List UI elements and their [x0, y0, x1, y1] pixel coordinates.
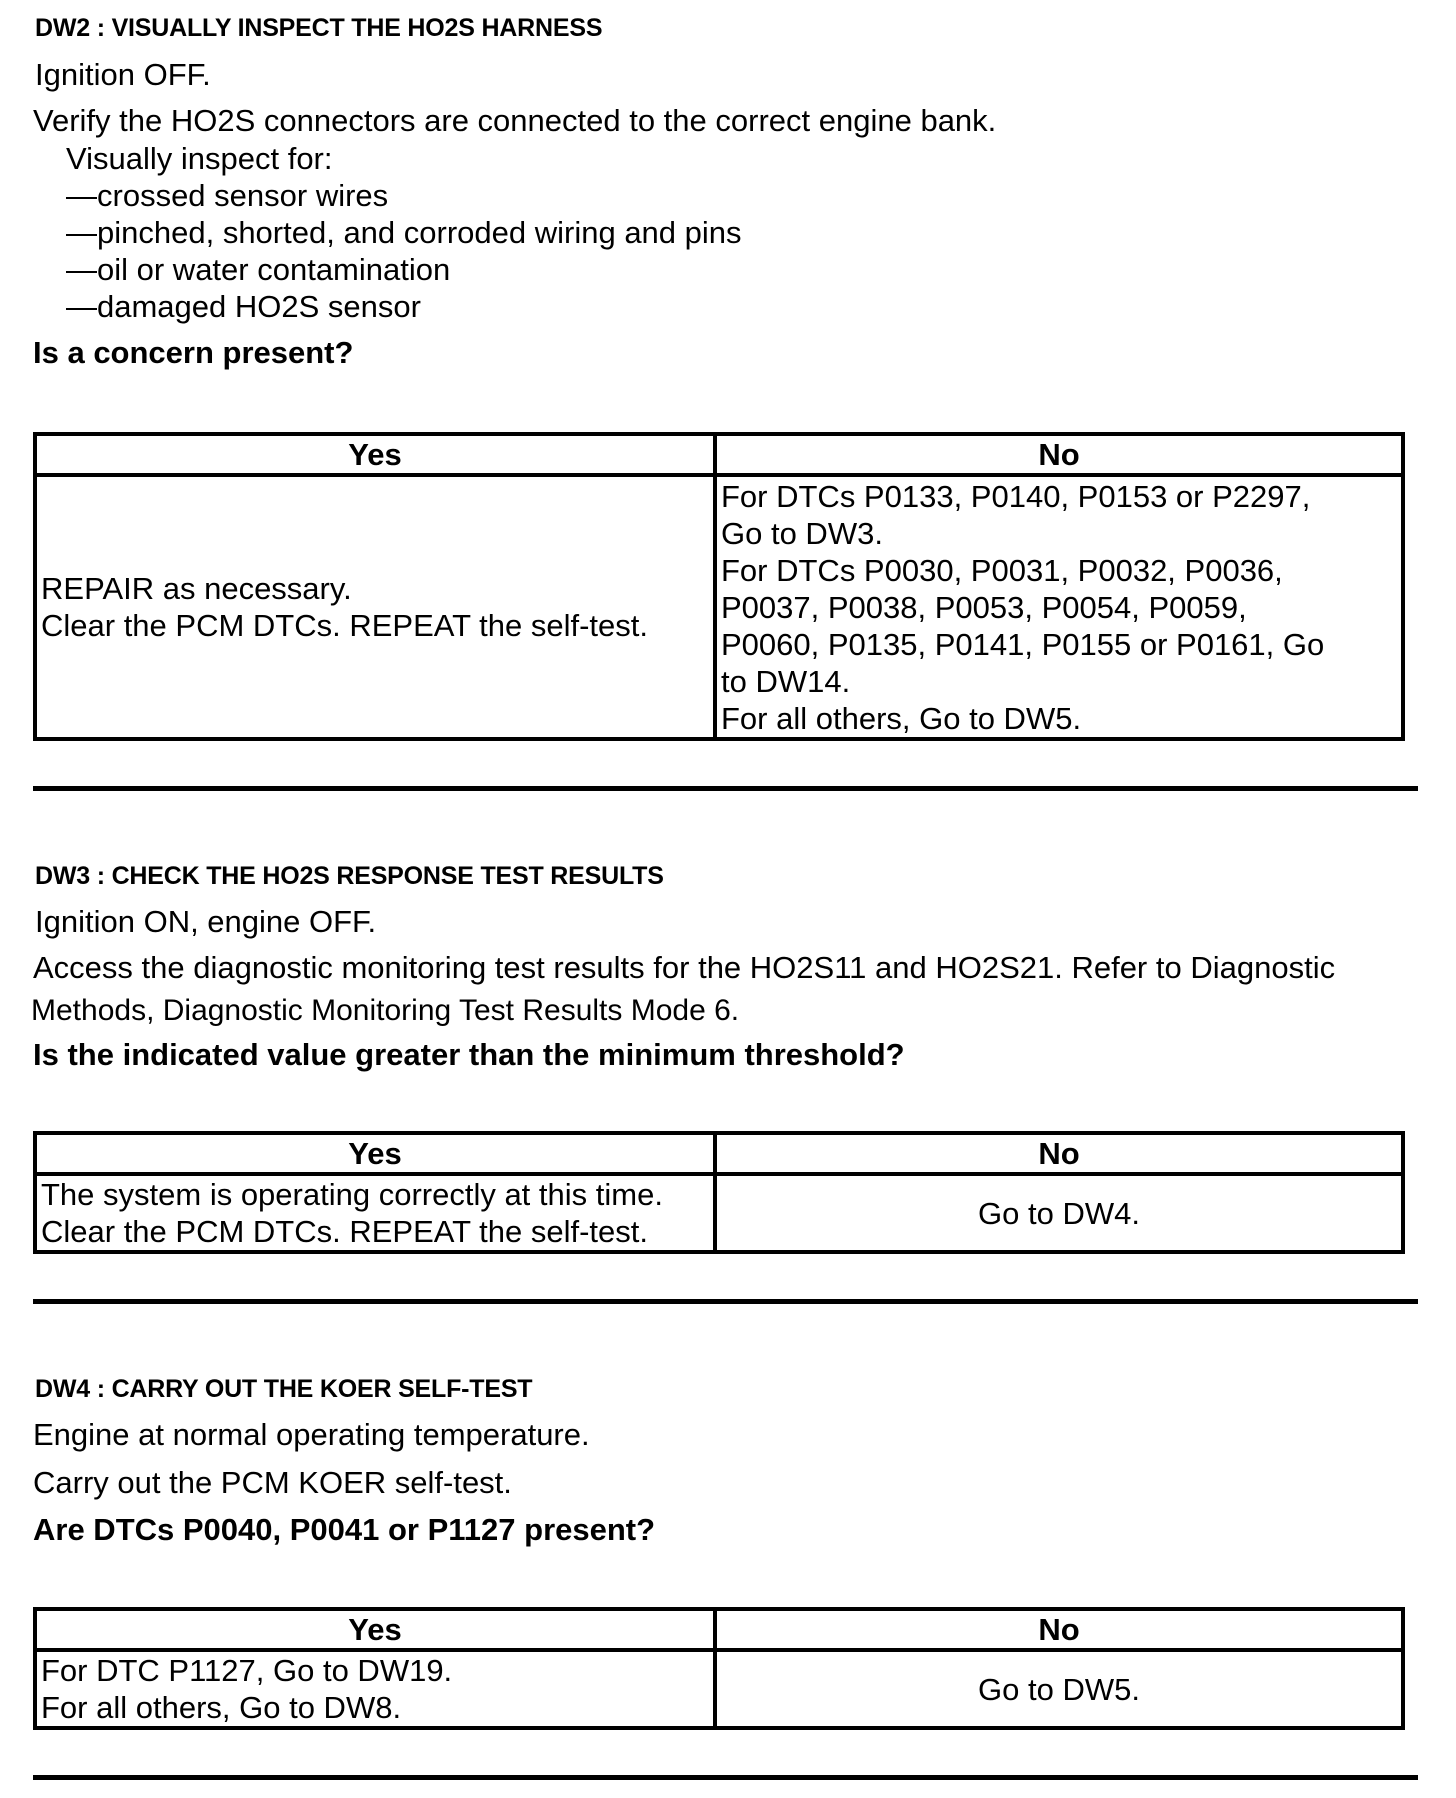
- step-text: Verify the HO2S connectors are connected to the correct engine bank.: [33, 103, 997, 138]
- yes-text: For all others, Go to DW8.: [41, 1690, 402, 1725]
- yes-cell: [35, 1650, 715, 1728]
- no-text: Go to DW5.: [978, 1671, 1140, 1707]
- question-dw2: Is a concern present?: [33, 335, 354, 370]
- no-header: No: [715, 1133, 1403, 1174]
- question-dw4: Are DTCs P0040, P0041 or P1127 present?: [33, 1512, 656, 1547]
- no-text: Go to DW4.: [978, 1195, 1140, 1231]
- yes-header: Yes: [35, 434, 715, 475]
- no-text: Go to DW3.: [721, 515, 883, 551]
- step-text: Carry out the PCM KOER self-test.: [33, 1465, 512, 1500]
- result-table-dw4: [33, 1607, 1405, 1730]
- no-text: For DTCs P0030, P0031, P0032, P0036,: [721, 552, 1283, 588]
- question-dw3: Is the indicated value greater than the minimum threshold?: [33, 1037, 905, 1072]
- inspect-item: —pinched, shorted, and corroded wiring and pins: [66, 215, 742, 250]
- yes-cell: [35, 1174, 715, 1252]
- step-text: Methods, Diagnostic Monitoring Test Results Mode 6.: [31, 994, 740, 1027]
- inspect-item: —oil or water contamination: [66, 252, 451, 287]
- no-cell: [715, 1174, 1403, 1252]
- yes-header: Yes: [35, 1133, 715, 1174]
- yes-text: Clear the PCM DTCs. REPEAT the self-test.: [41, 1214, 648, 1249]
- step-text: Visually inspect for:: [66, 141, 333, 176]
- no-text: For all others, Go to DW5.: [721, 700, 1082, 736]
- yes-cell: [35, 475, 715, 739]
- yes-text: Clear the PCM DTCs. REPEAT the self-test.: [41, 608, 648, 643]
- section-divider: [33, 1299, 1418, 1304]
- no-header: No: [715, 434, 1403, 475]
- inspect-item: —crossed sensor wires: [66, 178, 389, 213]
- section-heading-dw3: DW3 : CHECK THE HO2S RESPONSE TEST RESULTS: [35, 862, 664, 890]
- no-cell: [715, 1650, 1403, 1728]
- yes-text: The system is operating correctly at this time.: [41, 1177, 663, 1212]
- section-heading-dw2: DW2 : VISUALLY INSPECT THE HO2S HARNESS: [35, 14, 603, 42]
- no-text: For DTCs P0133, P0140, P0153 or P2297,: [721, 478, 1311, 514]
- inspect-item: —damaged HO2S sensor: [66, 289, 421, 324]
- result-table-dw3: [33, 1131, 1405, 1254]
- section-heading-dw4: DW4 : CARRY OUT THE KOER SELF-TEST: [35, 1375, 533, 1403]
- no-header: No: [715, 1609, 1403, 1650]
- no-text: P0060, P0135, P0141, P0155 or P0161, Go: [721, 626, 1325, 662]
- no-text: to DW14.: [721, 663, 851, 699]
- yes-text: REPAIR as necessary.: [41, 571, 352, 606]
- section-divider: [33, 1775, 1418, 1780]
- step-text: Ignition ON, engine OFF.: [35, 904, 377, 939]
- step-text: Access the diagnostic monitoring test results for the HO2S11 and HO2S21. Refer to Diagnostic: [33, 950, 1336, 985]
- section-divider: [33, 786, 1418, 791]
- step-text: Ignition OFF.: [35, 57, 211, 92]
- no-text: P0037, P0038, P0053, P0054, P0059,: [721, 589, 1247, 625]
- no-cell: [715, 475, 1403, 739]
- yes-text: For DTC P1127, Go to DW19.: [41, 1653, 453, 1688]
- result-table-dw2: [33, 432, 1405, 741]
- yes-header: Yes: [35, 1609, 715, 1650]
- step-text: Engine at normal operating temperature.: [33, 1417, 590, 1452]
